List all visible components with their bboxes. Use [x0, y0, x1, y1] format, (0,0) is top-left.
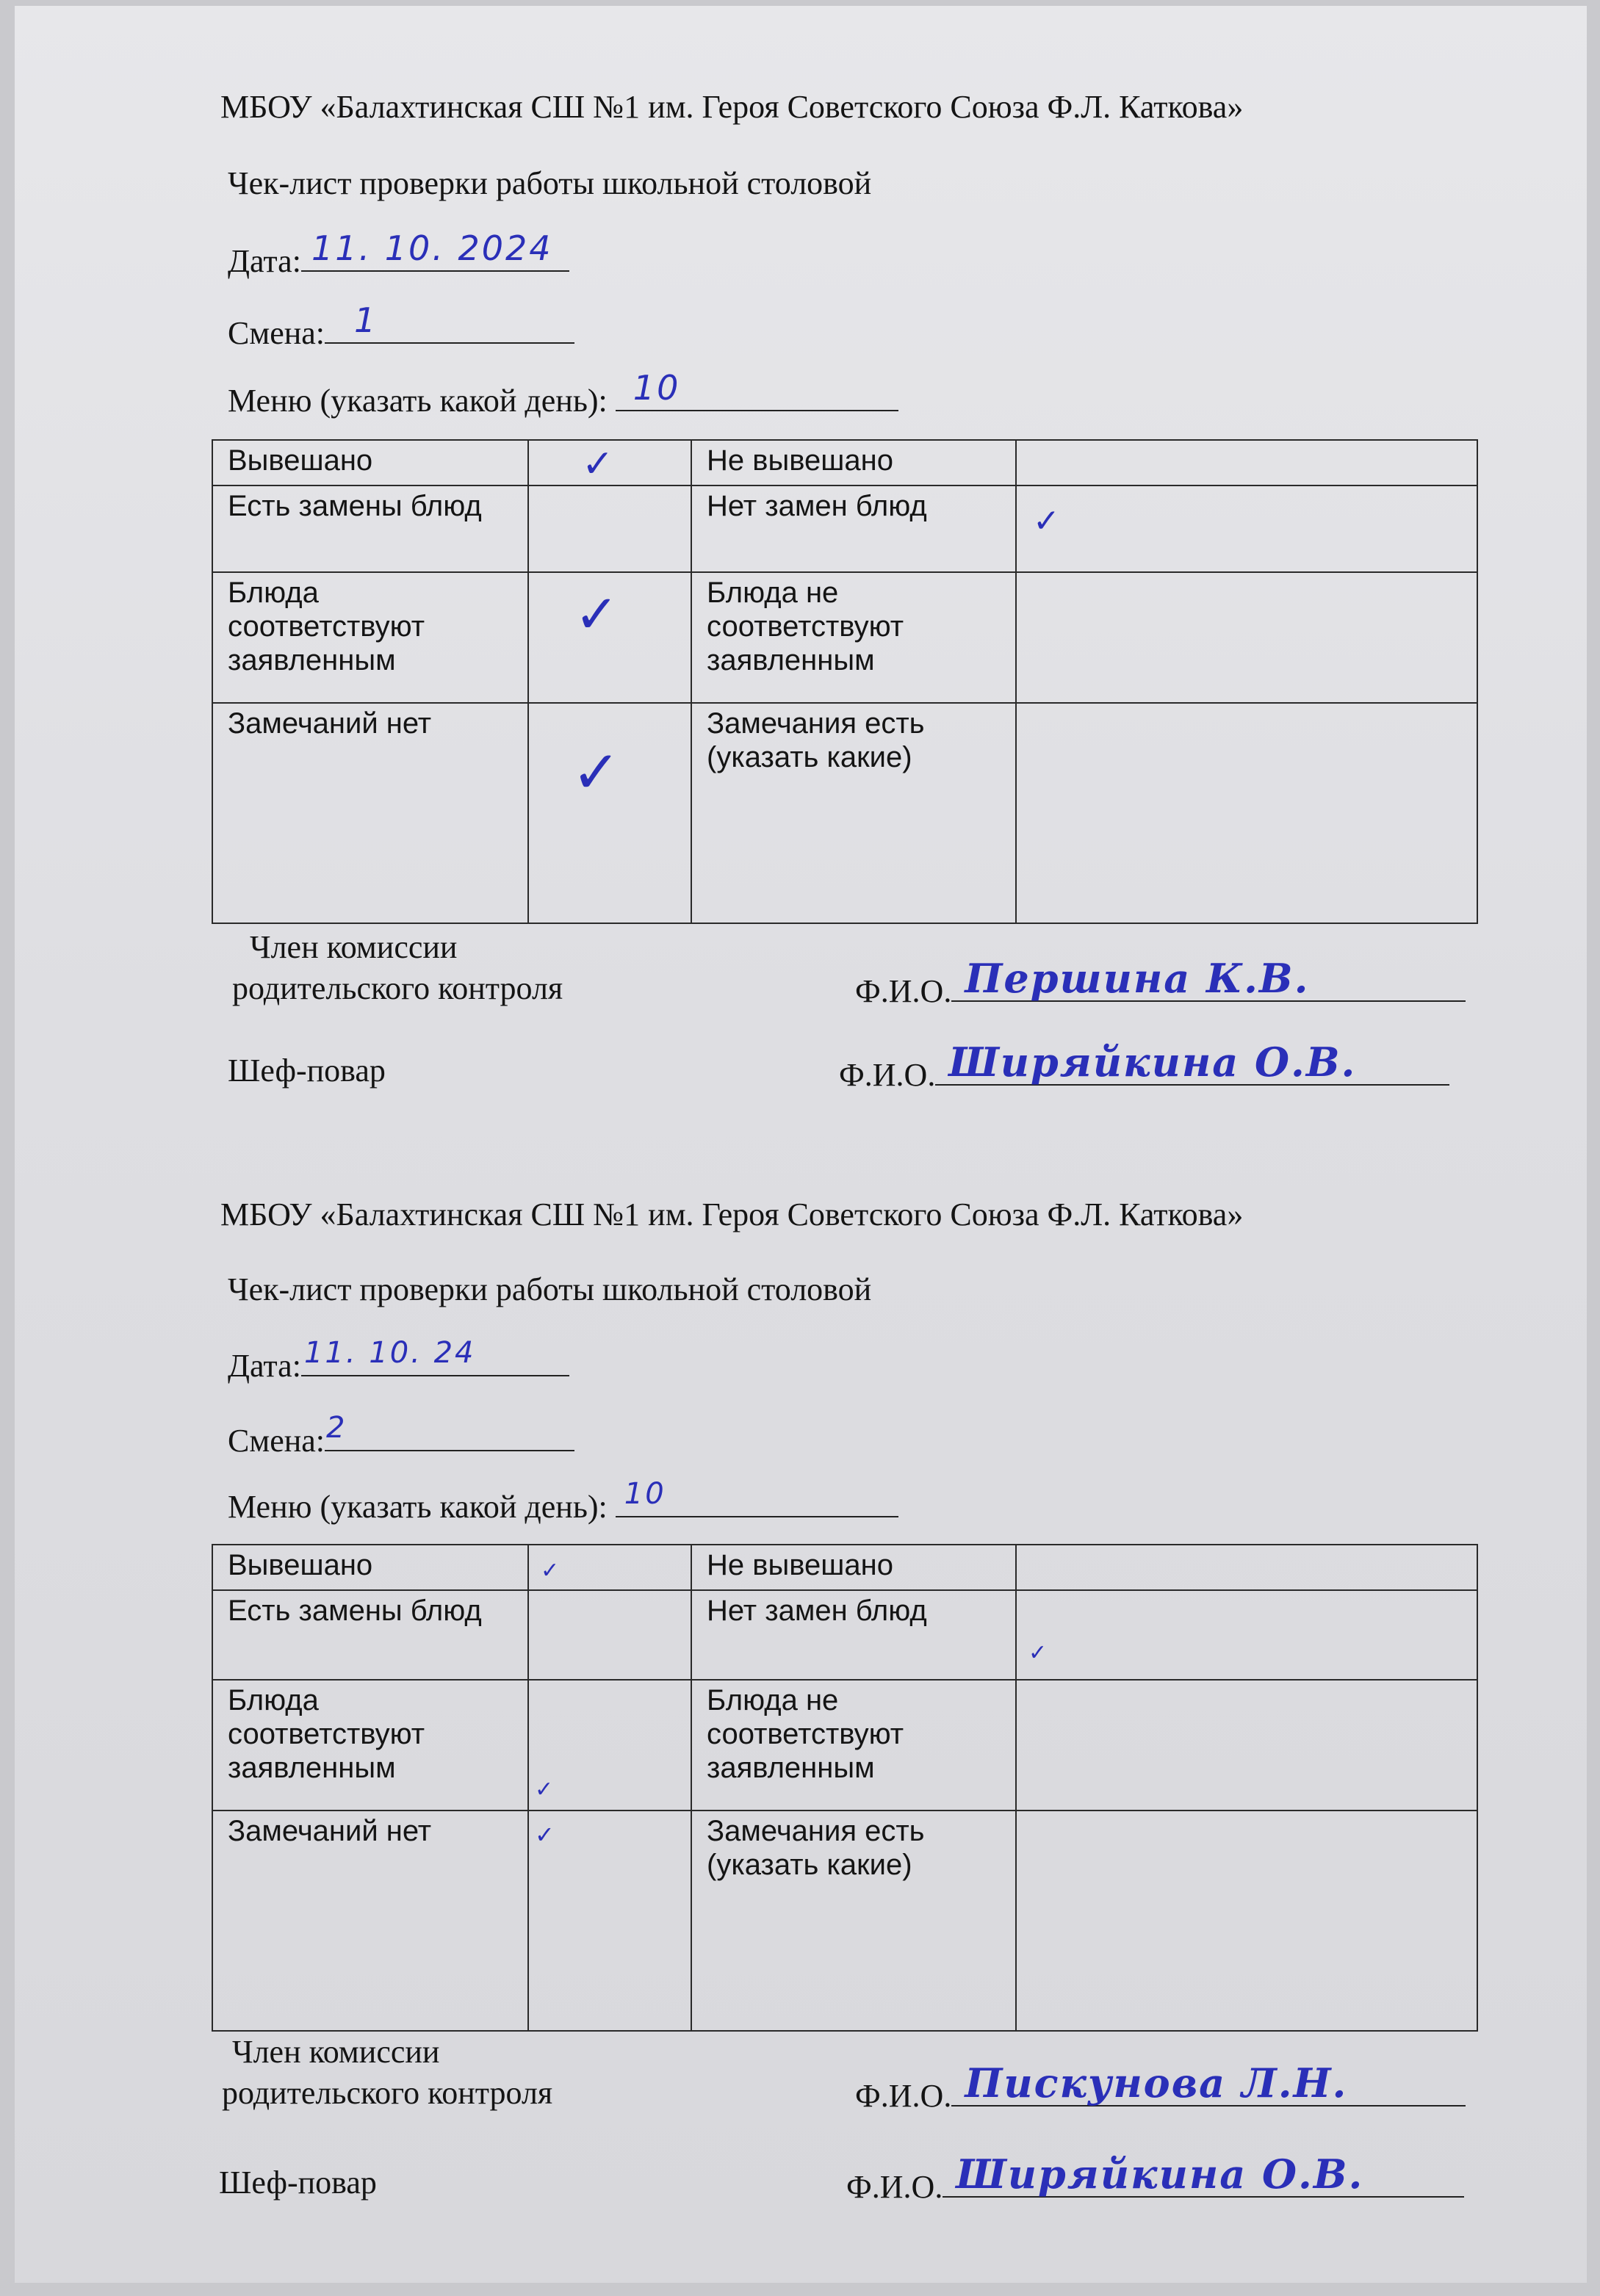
- chef-label: Шеф-повар: [228, 1053, 386, 1089]
- member-signature-field: [951, 955, 1466, 1002]
- table-row: [212, 1590, 1477, 1680]
- cell-left-mark: [528, 440, 691, 485]
- member-fio-row: [855, 2059, 1466, 2117]
- cell-right-label: Замечания есть (указать какие): [691, 703, 1016, 923]
- check-mark: ✓: [572, 738, 621, 806]
- cell-right-mark: [1016, 440, 1477, 485]
- shift-label: Смена:: [228, 315, 325, 351]
- table-row: [212, 1545, 1477, 1590]
- cell-right-mark: [1016, 1680, 1477, 1811]
- check-mark: ✓: [1028, 1640, 1048, 1666]
- member-signature: Першина К.В.: [965, 955, 1310, 1002]
- member-fio-label: Ф.И.О.: [855, 2078, 952, 2114]
- chef-signature: Ширяйкина О.В.: [956, 2151, 1364, 2198]
- check-mark: ✓: [582, 442, 614, 486]
- cell-right-label: Замечания есть (указать какие): [691, 1811, 1016, 2031]
- member-signature: Пискунова Л.Н.: [965, 2059, 1348, 2107]
- school-name: МБОУ «Балахтинская СШ №1 им. Героя Советского Союза Ф.Л. Каткова»: [220, 1196, 1244, 1232]
- cell-right-mark: [1016, 1545, 1477, 1590]
- table-row: [212, 440, 1477, 485]
- chef-fio-label: Ф.И.О.: [846, 2169, 943, 2205]
- shift-field: [325, 300, 574, 344]
- member-label-2: родительского контроля: [222, 2075, 553, 2111]
- member-label-1: Член комиссии: [232, 2034, 440, 2070]
- cell-left-mark: [528, 1545, 691, 1590]
- cell-left-mark: [528, 1590, 691, 1680]
- menu-value: 10: [624, 1477, 666, 1511]
- member-signature-field: [951, 2059, 1466, 2107]
- cell-right-label: Не вывешано: [691, 1545, 1016, 1590]
- check-mark: ✓: [535, 1821, 555, 1849]
- cell-right-mark: [1016, 703, 1477, 923]
- date-field: [301, 1336, 569, 1376]
- form-title: Чек-лист проверки работы школьной столовой: [228, 165, 872, 201]
- chef-signature-field: [935, 1039, 1449, 1086]
- member-label-2: родительского контроля: [232, 970, 563, 1006]
- date-field: [301, 228, 569, 272]
- shift-value: 1: [354, 300, 378, 340]
- cell-left-label: Вывешано: [212, 440, 528, 485]
- cell-right-label: Блюда не соответствуют заявленным: [691, 572, 1016, 703]
- cell-right-mark: [1016, 1811, 1477, 2031]
- table-row: [212, 1680, 1477, 1811]
- shift-row: [228, 1411, 574, 1462]
- check-mark: ✓: [574, 583, 619, 645]
- cell-left-mark: [528, 572, 691, 703]
- shift-label: Смена:: [228, 1423, 325, 1459]
- date-label: Дата:: [228, 243, 301, 279]
- chef-signature: Ширяйкина О.В.: [948, 1039, 1357, 1086]
- date-value: 11. 10. 2024: [311, 228, 553, 268]
- checklist-table: [212, 439, 1478, 924]
- menu-label: Меню (указать какой день):: [228, 1489, 608, 1525]
- chef-fio-row: [839, 1039, 1449, 1096]
- menu-field: [616, 1477, 898, 1517]
- menu-field: [616, 368, 898, 411]
- cell-left-label: Блюда соответствуют заявленным: [212, 1680, 528, 1811]
- cell-left-label: Есть замены блюд: [212, 1590, 528, 1680]
- cell-left-mark: [528, 1811, 691, 2031]
- chef-signature-field: [943, 2151, 1464, 2198]
- cell-left-label: Замечаний нет: [212, 703, 528, 923]
- cell-right-label: Не вывешано: [691, 440, 1016, 485]
- table-row: [212, 485, 1477, 572]
- date-row: [228, 228, 569, 282]
- table-row: [212, 703, 1477, 923]
- cell-left-label: Замечаний нет: [212, 1811, 528, 2031]
- table-row: [212, 1811, 1477, 2031]
- check-mark: ✓: [535, 1777, 554, 1802]
- member-fio-row: [855, 955, 1466, 1012]
- cell-left-label: Вывешано: [212, 1545, 528, 1590]
- cell-right-label: Блюда не соответствуют заявленным: [691, 1680, 1016, 1811]
- checklist-table: [212, 1544, 1478, 2032]
- chef-fio-row: [846, 2151, 1464, 2208]
- check-mark: ✓: [1033, 502, 1060, 540]
- member-fio-label: Ф.И.О.: [855, 973, 952, 1009]
- chef-fio-label: Ф.И.О.: [839, 1057, 936, 1093]
- cell-left-mark: [528, 703, 691, 923]
- chef-label: Шеф-повар: [219, 2165, 377, 2201]
- cell-right-label: Нет замен блюд: [691, 1590, 1016, 1680]
- member-label-1: Член комиссии: [250, 929, 458, 965]
- date-row: [228, 1336, 569, 1387]
- table-row: [212, 572, 1477, 703]
- date-value: 11. 10. 24: [303, 1336, 476, 1370]
- cell-left-label: Блюда соответствуют заявленным: [212, 572, 528, 703]
- menu-value: 10: [633, 368, 681, 408]
- shift-value: 2: [326, 1411, 347, 1445]
- cell-right-label: Нет замен блюд: [691, 485, 1016, 572]
- school-name: МБОУ «Балахтинская СШ №1 им. Героя Советского Союза Ф.Л. Каткова»: [220, 89, 1244, 125]
- date-label: Дата:: [228, 1348, 301, 1384]
- cell-left-label: Есть замены блюд: [212, 485, 528, 572]
- cell-right-mark: [1016, 485, 1477, 572]
- menu-row: [228, 1477, 898, 1528]
- shift-row: [228, 300, 574, 354]
- menu-row: [228, 368, 898, 422]
- cell-right-mark: [1016, 572, 1477, 703]
- check-mark: ✓: [541, 1558, 560, 1584]
- cell-right-mark: [1016, 1590, 1477, 1680]
- form-title: Чек-лист проверки работы школьной столовой: [228, 1271, 872, 1307]
- shift-field: [325, 1411, 574, 1451]
- cell-left-mark: [528, 1680, 691, 1811]
- cell-left-mark: [528, 485, 691, 572]
- menu-label: Меню (указать какой день):: [228, 383, 608, 419]
